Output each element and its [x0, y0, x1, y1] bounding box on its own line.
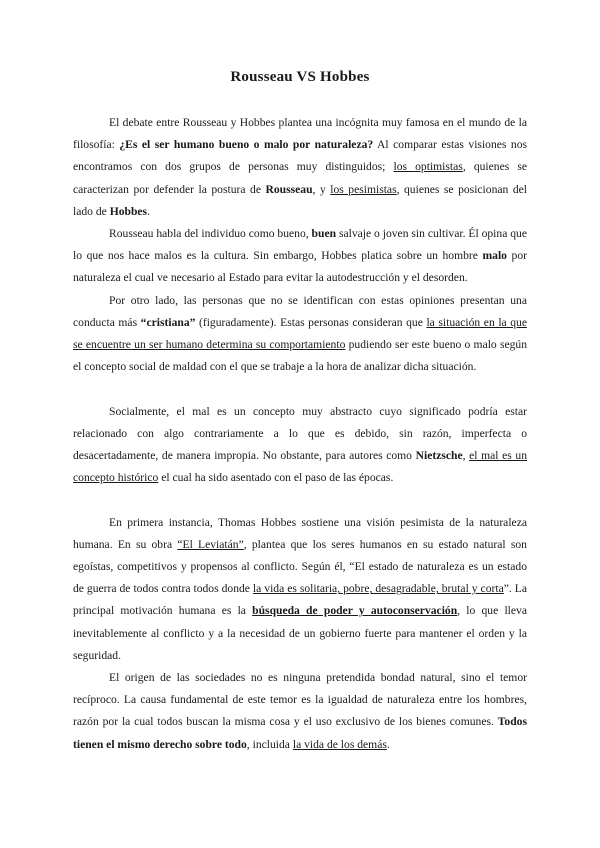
- bold-text: malo: [482, 249, 507, 263]
- text-run: ”. La principal motivación humana es la: [73, 582, 527, 618]
- bold-text: Todos tienen el mismo derecho sobre todo: [73, 715, 527, 751]
- document-body: [73, 112, 527, 756]
- underlined-text: la vida de los demás: [292, 737, 387, 751]
- text-run: , lo que lleva inevitablemente al conflicto y a la necesidad de un gobierno fuerte para mantener el orden y la seguridad.: [73, 604, 527, 662]
- text-run: Socialmente, el mal es un concepto muy abstracto cuyo significado podría estar relacionado con algo contrariamente a lo que es debido, sin razón, imperfecta o desacertadamente, de manera impropia. No obstante, para autores como: [73, 404, 527, 463]
- text-run: , y: [312, 182, 331, 196]
- paragraph: [73, 112, 527, 223]
- text-run: , quienes se caracterizan por defender la postura de: [73, 160, 527, 196]
- text-run: por naturaleza el cual ve necesario al Estado para evitar la autodestrucción y el desorden.: [73, 249, 527, 285]
- underlined-text: los pesimistas: [330, 182, 397, 196]
- paragraph: [73, 667, 527, 756]
- text-run: , quienes se posicionan del lado de: [73, 182, 527, 218]
- text-run: (figuradamente). Estas personas consideran que: [195, 315, 427, 329]
- text-run: .: [386, 737, 390, 751]
- paragraph: [73, 512, 527, 667]
- text-run: salvaje o joven sin cultivar. Él opina que lo que nos hace malos es la cultura. Sin embargo, Hobbes platica sobre un hombre: [73, 227, 527, 263]
- bold-text: “cristiana”: [140, 315, 196, 329]
- bold-text: Hobbes: [109, 204, 148, 218]
- text-run: Por otro lado, las personas que no se identifican con estas opiniones presentan una conducta más: [73, 293, 527, 329]
- underlined-text: la vida es solitaria, pobre, desagradable, brutal y corta: [252, 582, 504, 596]
- text-run: El origen de las sociedades no es ninguna pretendida bondad natural, sino el temor recíproco. La causa fundamental de este temor es la igualdad de naturaleza entre los hombres, razón por la cual todos buscan la misma cosa y el uso exclusivo de los bienes comunes.: [73, 671, 527, 729]
- bold-text: ¿Es el ser humano bueno o malo por naturaleza?: [119, 138, 374, 152]
- underlined-text: búsqueda de poder y autoconservación: [252, 604, 458, 618]
- text-run: ,: [462, 449, 470, 463]
- text-run: El debate entre Rousseau y Hobbes plantea una incógnita muy famosa en el mundo de la filosofía:: [73, 116, 527, 152]
- bold-text: Rousseau: [265, 182, 313, 196]
- bold-text: buen: [311, 227, 337, 241]
- text-run: el cual ha sido asentado con el paso de las épocas.: [158, 471, 394, 485]
- paragraph: [73, 223, 527, 290]
- text-run: pudiendo ser este bueno o malo según el concepto social de maldad con el que se trabaje a la hora de analizar dicha situación.: [73, 338, 527, 374]
- document-title: Rousseau VS Hobbes: [230, 69, 370, 85]
- text-run: .: [147, 204, 150, 218]
- text-run: Al comparar estas visiones nos encontramos con dos grupos de personas muy distinguidos;: [73, 138, 528, 174]
- underlined-text: los optimistas: [393, 160, 463, 174]
- text-run: , incluida: [246, 737, 293, 751]
- text-run: En primera instancia, Thomas Hobbes sostiene una visión pesimista de la naturaleza humana. En su obra: [73, 515, 527, 551]
- bold-text: Nietzsche: [415, 449, 463, 463]
- text-run: , plantea que los seres humanos en su estado natural son egoístas, competitivos y propensos al conflicto. Según él, “El estado de naturaleza es un estado de guerra de todos contra todos donde: [73, 537, 527, 596]
- paragraph: [73, 290, 527, 379]
- underlined-text: “El Leviatán”: [177, 537, 244, 551]
- underlined-text: el mal es un concepto histórico: [73, 449, 528, 485]
- paragraph: [73, 401, 527, 490]
- underlined-text: la situación en la que se encuentre un ser humano determina su comportamiento: [73, 315, 527, 352]
- text-run: Rousseau habla del individuo como bueno,: [109, 227, 312, 241]
